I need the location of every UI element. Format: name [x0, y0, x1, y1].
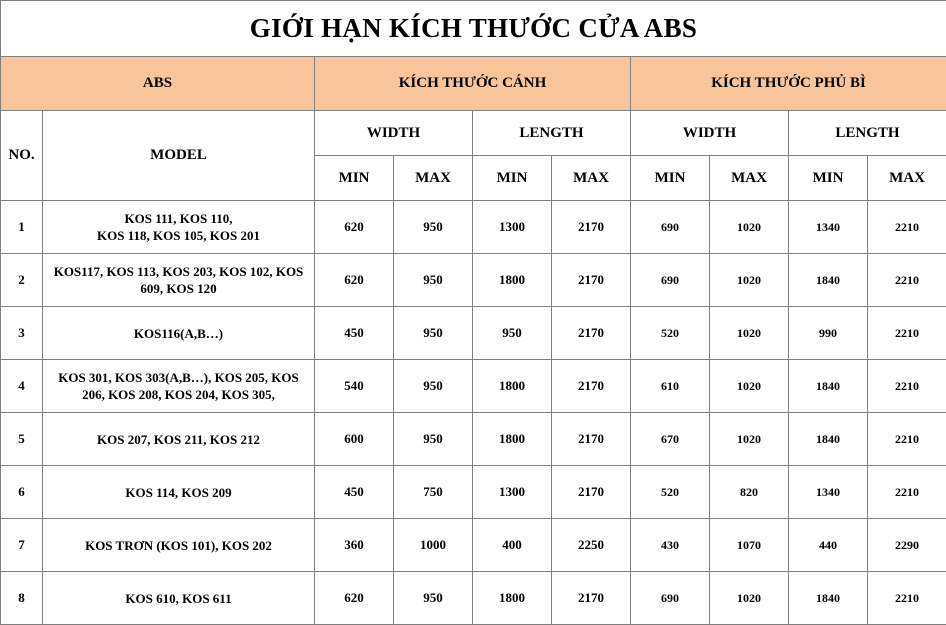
- cell-canh-length-min: 1800: [473, 413, 552, 466]
- cell-canh-length-min: 1800: [473, 572, 552, 625]
- cell-phubi-length-max: 2290: [868, 519, 946, 572]
- cell-phubi-length-min: 1340: [789, 466, 868, 519]
- cell-no: 4: [1, 360, 43, 413]
- header-canh-length: LENGTH: [473, 111, 631, 156]
- cell-phubi-width-min: 430: [631, 519, 710, 572]
- cell-phubi-length-max: 2210: [868, 413, 946, 466]
- cell-no: 8: [1, 572, 43, 625]
- cell-canh-length-max: 2170: [552, 307, 631, 360]
- cell-no: 2: [1, 254, 43, 307]
- header-canh-width: WIDTH: [315, 111, 473, 156]
- table-row: [1, 360, 946, 413]
- cell-canh-length-min: 1300: [473, 201, 552, 254]
- cell-phubi-length-max: 2210: [868, 360, 946, 413]
- cell-phubi-width-max: 820: [710, 466, 789, 519]
- cell-canh-length-max: 2170: [552, 572, 631, 625]
- cell-phubi-length-max: 2210: [868, 307, 946, 360]
- cell-canh-width-max: 1000: [394, 519, 473, 572]
- table-title: GIỚI HẠN KÍCH THƯỚC CỬA ABS: [1, 1, 946, 57]
- header-phubi-width-min: MIN: [631, 156, 710, 201]
- table-row: [1, 572, 946, 625]
- cell-model: KOS 301, KOS 303(A,B…), KOS 205, KOS 206, KOS 208, KOS 204, KOS 305,: [43, 360, 315, 413]
- cell-phubi-width-max: 1020: [710, 360, 789, 413]
- cell-canh-width-min: 450: [315, 307, 394, 360]
- cell-canh-width-max: 950: [394, 307, 473, 360]
- cell-canh-length-min: 1800: [473, 254, 552, 307]
- table-row: [1, 413, 946, 466]
- cell-no: 1: [1, 201, 43, 254]
- header-no: NO.: [1, 111, 43, 201]
- cell-phubi-width-min: 520: [631, 307, 710, 360]
- cell-phubi-width-min: 690: [631, 254, 710, 307]
- cell-phubi-length-min: 1840: [789, 360, 868, 413]
- cell-phubi-length-max: 2210: [868, 466, 946, 519]
- cell-phubi-width-max: 1070: [710, 519, 789, 572]
- cell-canh-width-min: 620: [315, 254, 394, 307]
- cell-model: KOS116(A,B…): [43, 307, 315, 360]
- cell-canh-length-max: 2170: [552, 360, 631, 413]
- cell-model: KOS 207, KOS 211, KOS 212: [43, 413, 315, 466]
- cell-no: 3: [1, 307, 43, 360]
- cell-model: KOS 610, KOS 611: [43, 572, 315, 625]
- cell-canh-width-max: 950: [394, 254, 473, 307]
- cell-canh-length-max: 2170: [552, 466, 631, 519]
- cell-canh-width-max: 950: [394, 572, 473, 625]
- header-model: MODEL: [43, 111, 315, 201]
- cell-model: KOS 114, KOS 209: [43, 466, 315, 519]
- group-header-kich-thuoc-canh: KÍCH THƯỚC CÁNH: [315, 57, 631, 111]
- cell-phubi-length-min: 440: [789, 519, 868, 572]
- cell-canh-width-min: 360: [315, 519, 394, 572]
- header-canh-width-min: MIN: [315, 156, 394, 201]
- header-phubi-width-max: MAX: [710, 156, 789, 201]
- cell-canh-length-max: 2170: [552, 254, 631, 307]
- table-row: [1, 466, 946, 519]
- cell-model: KOS 111, KOS 110, KOS 118, KOS 105, KOS 201: [43, 201, 315, 254]
- cell-canh-width-max: 750: [394, 466, 473, 519]
- cell-canh-width-min: 450: [315, 466, 394, 519]
- cell-phubi-width-min: 670: [631, 413, 710, 466]
- cell-phubi-width-min: 610: [631, 360, 710, 413]
- cell-phubi-width-max: 1020: [710, 254, 789, 307]
- cell-model: KOS117, KOS 113, KOS 203, KOS 102, KOS 609, KOS 120: [43, 254, 315, 307]
- cell-phubi-length-min: 1340: [789, 201, 868, 254]
- cell-canh-width-min: 600: [315, 413, 394, 466]
- cell-canh-width-min: 620: [315, 572, 394, 625]
- cell-phubi-length-max: 2210: [868, 572, 946, 625]
- cell-model: KOS TRƠN (KOS 101), KOS 202: [43, 519, 315, 572]
- cell-no: 5: [1, 413, 43, 466]
- cell-phubi-width-max: 1020: [710, 413, 789, 466]
- title-row: [1, 1, 946, 57]
- header-canh-length-min: MIN: [473, 156, 552, 201]
- table-row: [1, 201, 946, 254]
- cell-no: 6: [1, 466, 43, 519]
- cell-phubi-length-min: 990: [789, 307, 868, 360]
- cell-phubi-length-min: 1840: [789, 254, 868, 307]
- cell-canh-length-min: 400: [473, 519, 552, 572]
- cell-phubi-width-max: 1020: [710, 201, 789, 254]
- cell-canh-length-min: 950: [473, 307, 552, 360]
- cell-canh-length-max: 2250: [552, 519, 631, 572]
- cell-canh-length-min: 1800: [473, 360, 552, 413]
- cell-canh-length-max: 2170: [552, 413, 631, 466]
- cell-phubi-length-min: 1840: [789, 413, 868, 466]
- table-row: [1, 519, 946, 572]
- cell-phubi-width-min: 690: [631, 201, 710, 254]
- cell-canh-length-min: 1300: [473, 466, 552, 519]
- group-header-row: [1, 57, 946, 111]
- cell-phubi-length-max: 2210: [868, 201, 946, 254]
- group-header-abs: ABS: [1, 57, 315, 111]
- cell-phubi-length-max: 2210: [868, 254, 946, 307]
- cell-phubi-length-min: 1840: [789, 572, 868, 625]
- group-header-kich-thuoc-phu-bi: KÍCH THƯỚC PHỦ BÌ: [631, 57, 946, 111]
- cell-canh-width-max: 950: [394, 360, 473, 413]
- subheader-row: [1, 111, 946, 156]
- header-phubi-width: WIDTH: [631, 111, 789, 156]
- cell-phubi-width-min: 690: [631, 572, 710, 625]
- cell-canh-width-min: 540: [315, 360, 394, 413]
- cell-canh-width-max: 950: [394, 201, 473, 254]
- cell-canh-width-min: 620: [315, 201, 394, 254]
- cell-no: 7: [1, 519, 43, 572]
- cell-canh-length-max: 2170: [552, 201, 631, 254]
- header-canh-width-max: MAX: [394, 156, 473, 201]
- header-phubi-length-max: MAX: [868, 156, 946, 201]
- header-canh-length-max: MAX: [552, 156, 631, 201]
- header-phubi-length: LENGTH: [789, 111, 946, 156]
- table-row: [1, 254, 946, 307]
- cell-canh-width-max: 950: [394, 413, 473, 466]
- table-row: [1, 307, 946, 360]
- cell-phubi-width-max: 1020: [710, 307, 789, 360]
- header-phubi-length-min: MIN: [789, 156, 868, 201]
- cell-phubi-width-min: 520: [631, 466, 710, 519]
- cell-phubi-width-max: 1020: [710, 572, 789, 625]
